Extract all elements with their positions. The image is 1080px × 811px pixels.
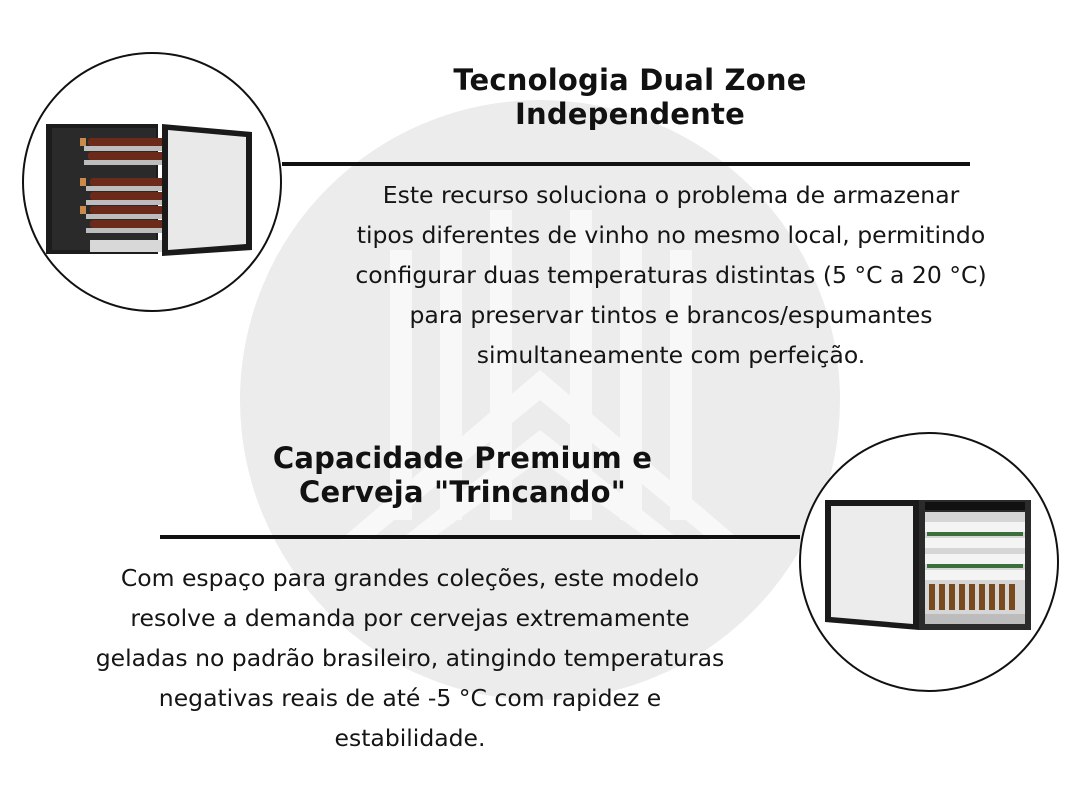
section-1-title (380, 63, 880, 131)
section-1-divider (282, 162, 970, 166)
section-2-divider (160, 535, 800, 539)
section-1-body-line: configurar duas temperaturas distintas (5 °C a 20 °C) (355, 261, 987, 289)
section-2-body-line: estabilidade. (334, 724, 486, 752)
section-2-body-line: geladas no padrão brasileiro, atingindo temperaturas (95, 644, 725, 672)
section-1-body-line: Este recurso soluciona o problema de armazenar (382, 181, 960, 209)
section-1-title-line-1: Tecnologia Dual Zone (453, 63, 807, 97)
section-1-body-line: para preservar tintos e brancos/espumantes (409, 301, 933, 329)
section-2-body-line: Com espaço para grandes coleções, este modelo (120, 564, 700, 592)
beer-cooler-image (799, 432, 1059, 692)
section-2-body (10, 558, 810, 758)
section-2-title-line-2: Cerveja "Trincando" (298, 475, 627, 509)
section-1-body-line: tipos diferentes de vinho no mesmo local, permitindo (356, 221, 986, 249)
section-1-title-line-2: Independente (515, 97, 745, 131)
section-1-body (276, 175, 1066, 375)
section-2-title-line-1: Capacidade Premium e (272, 441, 653, 475)
section-2-title (190, 441, 735, 509)
wine-cooler-image (22, 52, 282, 312)
section-2-body-line: resolve a demanda por cervejas extremamente (130, 604, 690, 632)
section-2-body-line: negativas reais de até -5 °C com rapidez e (158, 684, 662, 712)
section-1-body-line: simultaneamente com perfeição. (476, 341, 866, 369)
